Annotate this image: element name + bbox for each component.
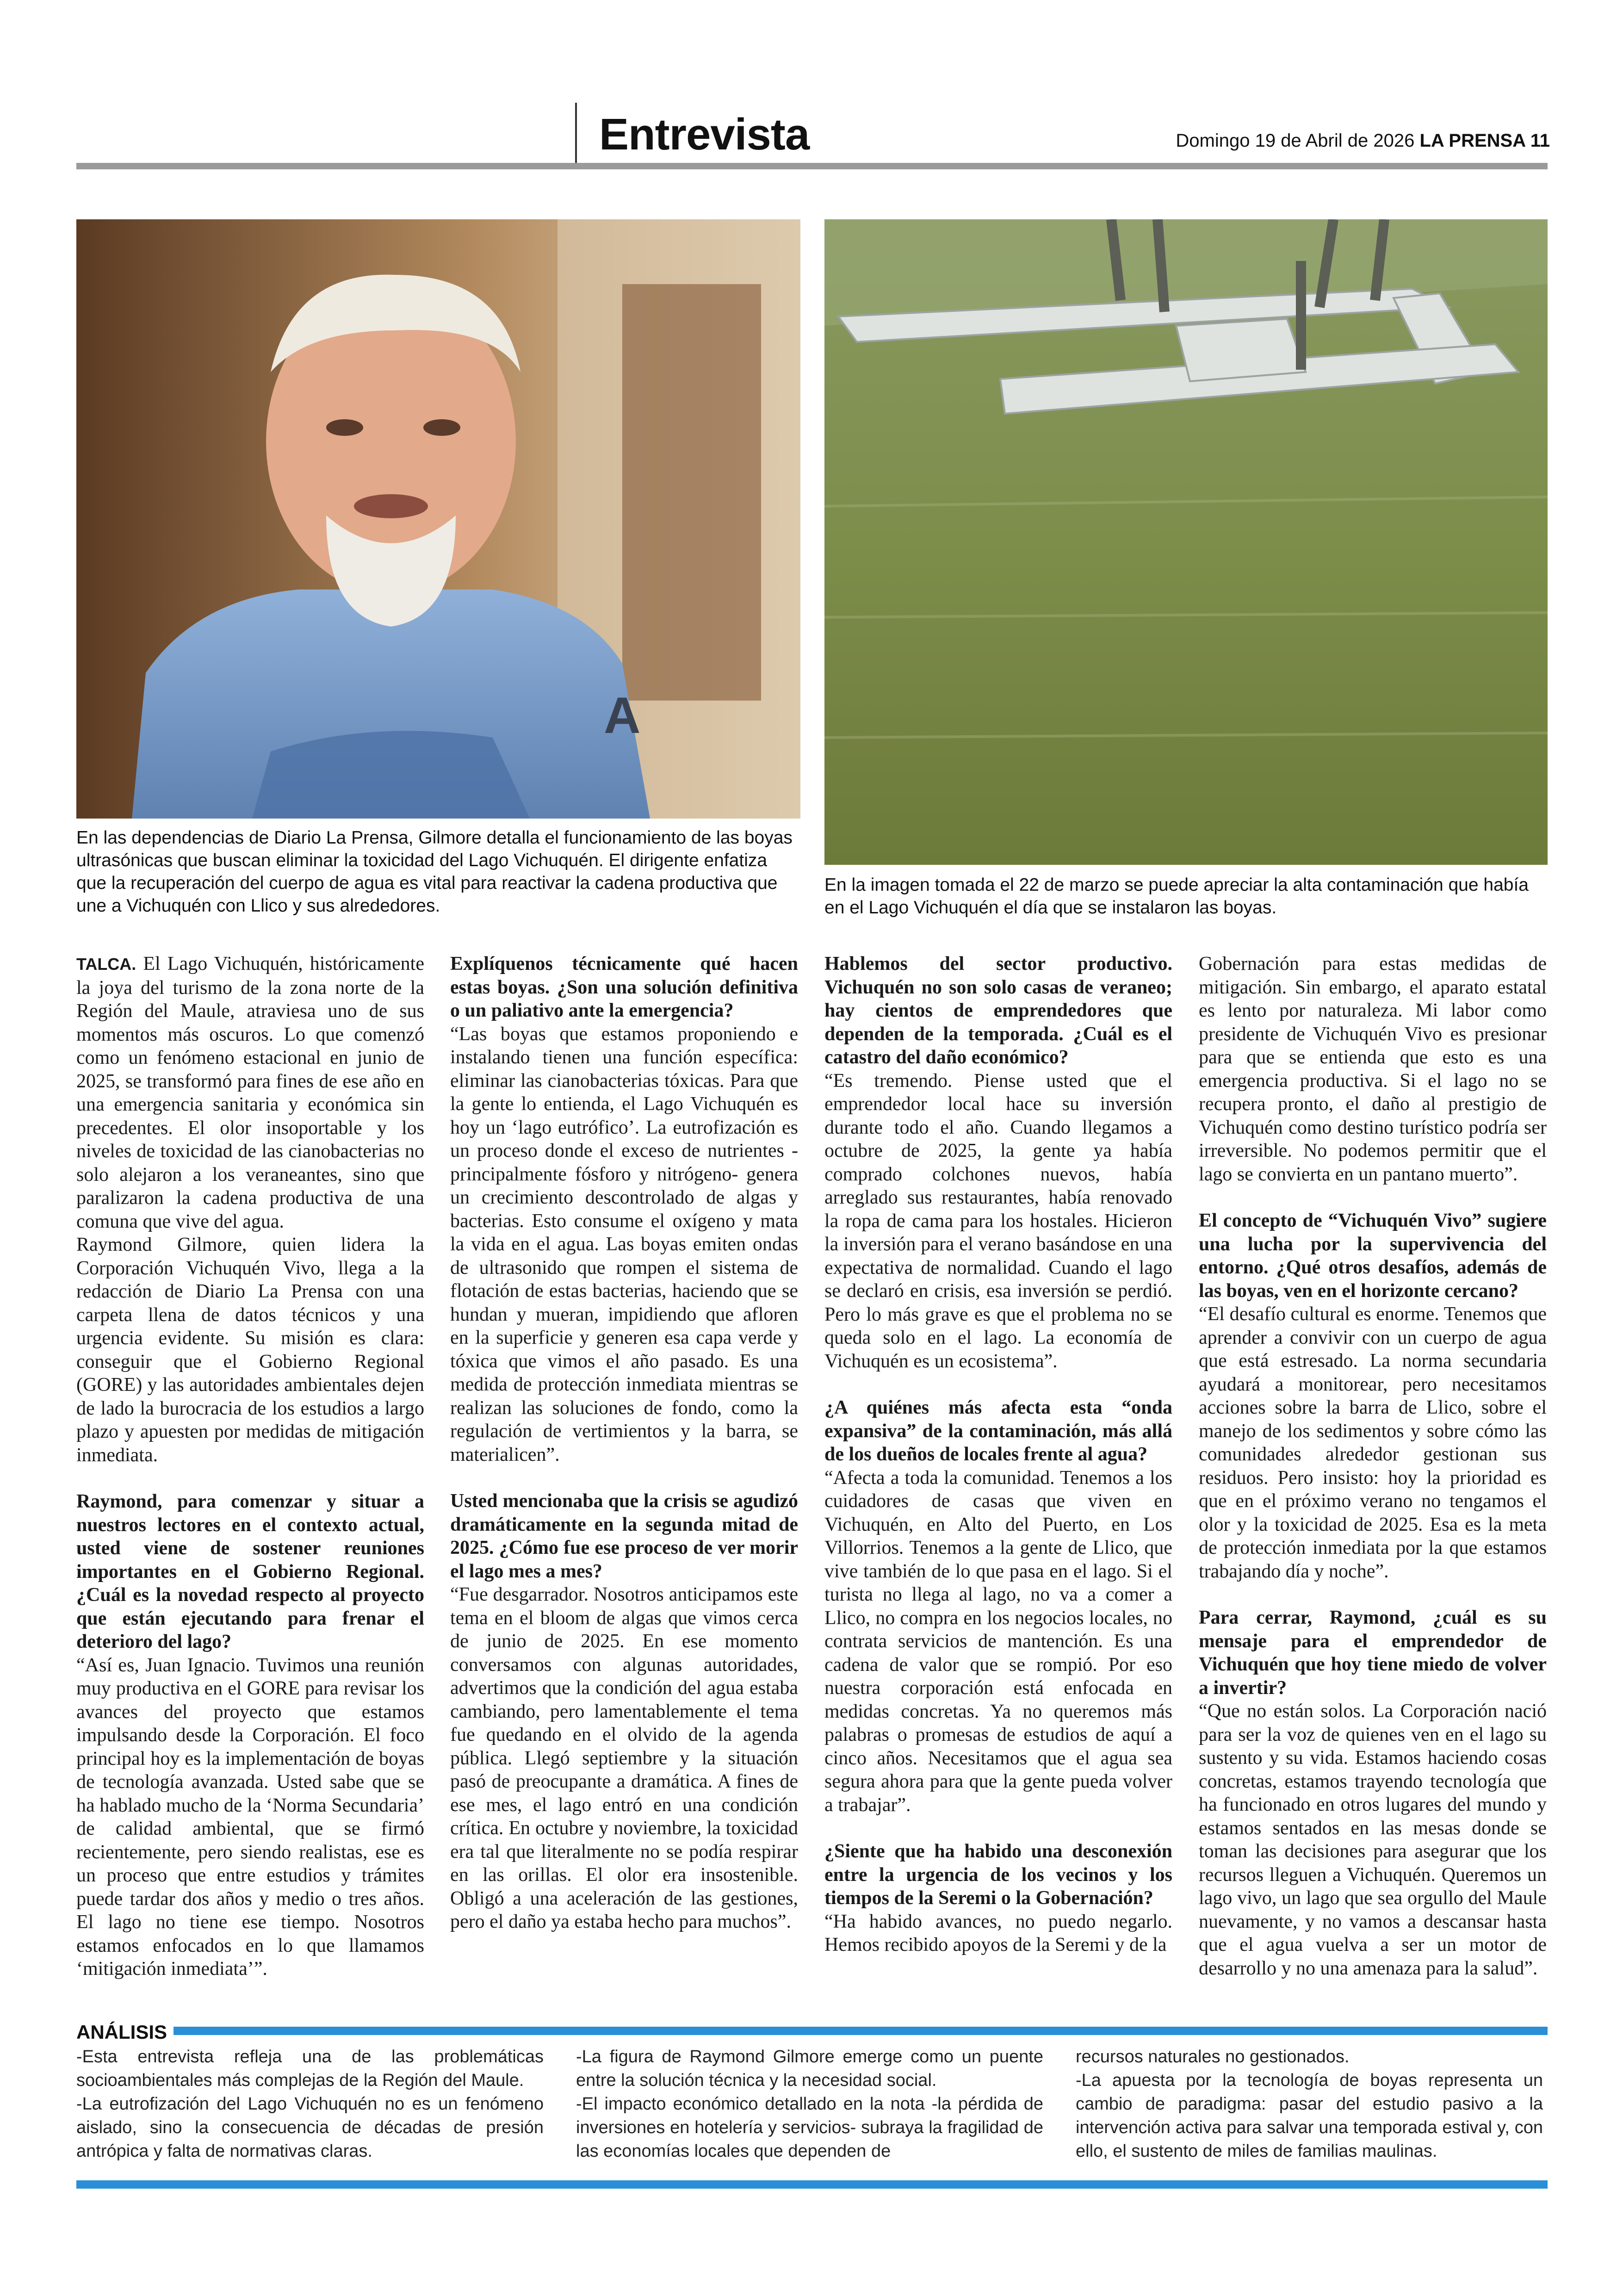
issue-date: Domingo 19 de Abril de 2026 (1176, 130, 1415, 151)
answer-7: “El desafío cultural es enorme. Tenemos que aprender a convivir con un cuerpo de agua que está estresado. La norma secundaria ayudará a monitorear, pero necesitamos acciones sobre la barra de Llico, sobre el manejo de los sedimentos y sobre cómo las comunidades alrededor gestionan sus residuos. Pero insisto: hoy la prioridad es que en el próximo verano no tengamos el olor y la toxicidad de 2025. Esa es la meta de protección inmediata por la que estamos trabajando día y noche”. (1199, 1303, 1547, 1582)
question-4: Hablemos del sector productivo. Vichuquén no son solo casas de veraneo; hay cientos de emprendedores que dependen de la temporada. ¿Cuál es el catastro del daño económico? (824, 953, 1172, 1068)
answer-4: “Es tremendo. Piense usted que el emprendedor local hace su inversión durante todo el año. Cuando llegamos a octubre de 2025, la gente ya había comprado colchones nuevos, había arreglado sus restaurantes, había renovado la ropa de cama para los hostales. Hicieron la inversión para el verano basándose en una expectativa de normalidad. Cuando el lago se declaró en crisis, esa inversión se perdió. Pero lo más grave es que el problema no se queda solo en el lago. La economía de Vichuquén es un ecosistema”. (824, 1070, 1172, 1372)
analisis-column-2 (576, 2045, 1043, 2163)
analisis-point-5: -La apuesta por la tecnología de boyas representa un cambio de paradigma: pasar del estudio pasivo a la intervención activa para salvar una temporada estival y, con ello, el sustento de miles de familias maulinas. (1076, 2071, 1543, 2161)
article-column-3 (824, 952, 1172, 1957)
jacket-letter: A (604, 687, 641, 744)
analisis-bottom-rule (76, 2180, 1548, 2189)
analisis-point-4-continued: recursos naturales no gestionados. (1076, 2047, 1350, 2066)
intro-paragraph (76, 952, 424, 1233)
interview-photo (76, 219, 800, 819)
question-5: ¿A quiénes más afecta esta “onda expansiva” de la contaminación, más allá de los dueños de locales frente al agua? (824, 1397, 1172, 1465)
analisis-point-2: -La eutrofización del Lago Vichuquén no es un fenómeno aislado, sino la consecuencia de décadas de presión antrópica y falta de normativas claras. (76, 2094, 544, 2161)
answer-6: “Ha habido avances, no puedo negarlo. Hemos recibido apoyos de la Seremi y de la (824, 1911, 1172, 1955)
analisis-point-4: -El impacto económico detallado en la nota -la pérdida de inversiones en hotelería y servicios- subraya la fragilidad de las economías locales que dependen de (576, 2094, 1043, 2161)
section-title: Entrevista (599, 110, 810, 159)
portrait-illustration (76, 219, 800, 819)
analisis-point-1: -Esta entrevista refleja una de las problemáticas socioambientales más complejas de la Región del Maule. (76, 2047, 544, 2090)
header-divider (575, 103, 577, 163)
answer-8: “Que no están solos. La Corporación nació para ser la voz de quienes ven en el lago su sustento y su vida. Estamos haciendo cosas concretas, estamos trayendo tecnología que ha funcionado en otros lugares del mundo y estamos sentados en las mesas donde se toman las decisiones para asegurar que los recursos lleguen a Vichuquén. Queremos un lago vivo, un lago que sea orgullo del Maule nuevamente, y no vamos a descansar hasta que el agua vuelva a ser un motor de desarrollo y no una amenaza para la salud”. (1199, 1700, 1547, 1979)
page-number: LA PRENSA 11 (1419, 130, 1550, 151)
answer-6-continued: Gobernación para estas medidas de mitigación. Sin embargo, el aparato estatal es lento por naturaleza. Mi labor como presidente de Vichuquén Vivo es presionar para que se entienda que esto es una emergencia productiva. Si el lago no se recupera pronto, el daño al prestigio de Vichuquén como destino turístico podría ser irreversible. No podemos permitir que el lago se convierta en un pantano muerto”. (1199, 953, 1547, 1185)
analisis-point-3: -La figura de Raymond Gilmore emerge como un puente entre la solución técnica y la necesidad social. (576, 2047, 1043, 2090)
question-2: Explíquenos técnicamente qué hacen estas boyas. ¿Son una solución definitiva o un paliativo ante la emergencia? (450, 953, 798, 1021)
page-dateline (1176, 130, 1550, 151)
analisis-column-3 (1076, 2045, 1543, 2163)
question-3: Usted mencionaba que la crisis se agudizó dramáticamente en la segunda mitad de 2025. ¿Cómo fue ese proceso de ver morir el lago mes a mes? (450, 1490, 798, 1582)
analisis-column-1 (76, 2045, 544, 2163)
article-column-4 (1199, 952, 1547, 1980)
analisis-label: ANÁLISIS (76, 2021, 167, 2043)
intro-paragraph-2: Raymond Gilmore, quien lidera la Corporación Vichuquén Vivo, llega a la redacción de Diario La Prensa con una carpeta llena de datos técnicos y una urgencia evidente. Su misión es clara: conseguir que el Gobierno Regional (GORE) y las autoridades ambientales dejen de lado la burocracia de los estudios a largo plazo y apuesten por medidas de mitigación inmediata. (76, 1234, 424, 1466)
analisis-rule (173, 2027, 1548, 2035)
intro-text: El Lago Vichuquén, históricamente la joya del turismo de la zona norte de la Región del Maule, atraviesa uno de sus momentos más oscuros. Lo que comenzó como un fenómeno estacional en junio de 2025, se transformó para fines de ese año en una emergencia sanitaria y económica sin precedentes. El olor insoportable y los niveles de toxicidad de las cianobacterias no solo alejaron a los veraneantes, sino que paralizaron la cadena productiva de una comuna que vive del agua. (76, 953, 424, 1232)
answer-3: “Fue desgarrador. Nosotros anticipamos este tema en el bloom de algas que vimos cerca de junio de 2025. En ese momento conversamos con algunas autoridades, advertimos que la condición del agua estaba cambiando, pero lamentablemente el tema fue quedando en el olvido de la agenda pública. Llegó septiembre y la situación pasó de preocupante a dramática. A fines de ese mes, el lago entró en una condición crítica. En octubre y noviembre, la toxicidad era tal que literalmente no se podía respirar en las orillas. El olor era insostenible. Obligó a una aceleración de las gestiones, pero el daño ya estaba hecho para muchos”. (450, 1584, 798, 1932)
article-column-1 (76, 952, 424, 1981)
lake-illustration (824, 219, 1548, 865)
answer-5: “Afecta a toda la comunidad. Tenemos a los cuidadores de casas que viven en Vichuquén, en Alto del Puerto, en Los Villorrios. Tenemos a la gente de Llico, que vive también de lo que pasa en el lago. Si el turista no llega al lago, no va a comer a Llico, no compra en los negocios locales, no contrata servicios de mantención. Es una cadena de valor que se rompió. Por eso nuestra corporación está enfocada en medidas concretas. Ya no queremos más palabras o promesas de estudios de aquí a cinco años. Necesitamos que el agua sea segura ahora para que la gente pueda volver a trabajar”. (824, 1467, 1172, 1816)
answer-1: “Así es, Juan Ignacio. Tuvimos una reunión muy productiva en el GORE para revisar los avances del proyecto que estamos impulsando desde la Corporación. El foco principal hoy es la implementación de boyas de tecnología avanzada. Usted sabe que se ha hablado mucho de la ‘Norma Secundaria’ de calidad ambiental, que se firmó recientemente, pero siendo realistas, ese es un proceso que entre estudios y trámites puede tardar dos años y medio o tres años. El lago no tiene ese tiempo. Nosotros estamos enfocados en lo que llamamos ‘mitigación inmediata’”. (76, 1654, 424, 1980)
lake-photo (824, 219, 1548, 865)
article-column-2 (450, 952, 798, 1934)
answer-2: “Las boyas que estamos proponiendo e instalando tienen una función específica: eliminar las cianobacterias tóxicas. Para que la gente lo entienda, el Lago Vichuquén es hoy un ‘lago eutrófico’. La eutrofización es un proceso donde el exceso de nutrientes -principalmente fósforo y nitrógeno- genera un crecimiento descontrolado de algas y bacterias. Esto consume el oxígeno y mata la vida en el agua. Las boyas emiten ondas de ultrasonido que rompen el sistema de flotación de estas bacterias, haciendo que se hundan y mueran, impidiendo que afloren en la superficie y generen esa capa verde y tóxica que vimos el año pasado. Es una medida de protección inmediata mientras se realizan las soluciones de fondo, como la regulación de vertimientos y la barra, se materialicen”. (450, 1023, 798, 1465)
photo-caption-right: En la imagen tomada el 22 de marzo se puede apreciar la alta contaminación que había en el Lago Vichuquén el día que se instalaron las boyas. (824, 875, 1529, 918)
photo-caption-left: En las dependencias de Diario La Prensa, Gilmore detalla el funcionamiento de las boyas ultrasónicas que buscan eliminar la toxicidad del Lago Vichuquén. El dirigente enfatiza que la recuperación del cuerpo de agua es vital para reactivar la cadena productiva que une a Vichuquén con Llico y sus alrededores. (76, 828, 793, 916)
question-1: Raymond, para comenzar y situar a nuestros lectores en el contexto actual, usted viene de sostener reuniones importantes en el Gobierno Regional. ¿Cuál es la novedad respecto al proyecto que están ejecutando para frenar el deterioro del lago? (76, 1491, 424, 1652)
question-6: ¿Siente que ha habido una desconexión entre la urgencia de los vecinos y los tiempos de la Seremi o la Gobernación? (824, 1841, 1172, 1909)
header-rule (76, 163, 1548, 169)
question-7: El concepto de “Vichuquén Vivo” sugiere una lucha por la supervivencia del entorno. ¿Qué otros desafíos, además de las boyas, ven en el horizonte cercano? (1199, 1210, 1547, 1302)
dateline-place: TALCA. (76, 955, 136, 974)
question-8: Para cerrar, Raymond, ¿cuál es su mensaje para el emprendedor de Vichuquén que hoy tiene miedo de volver a invertir? (1199, 1607, 1547, 1699)
